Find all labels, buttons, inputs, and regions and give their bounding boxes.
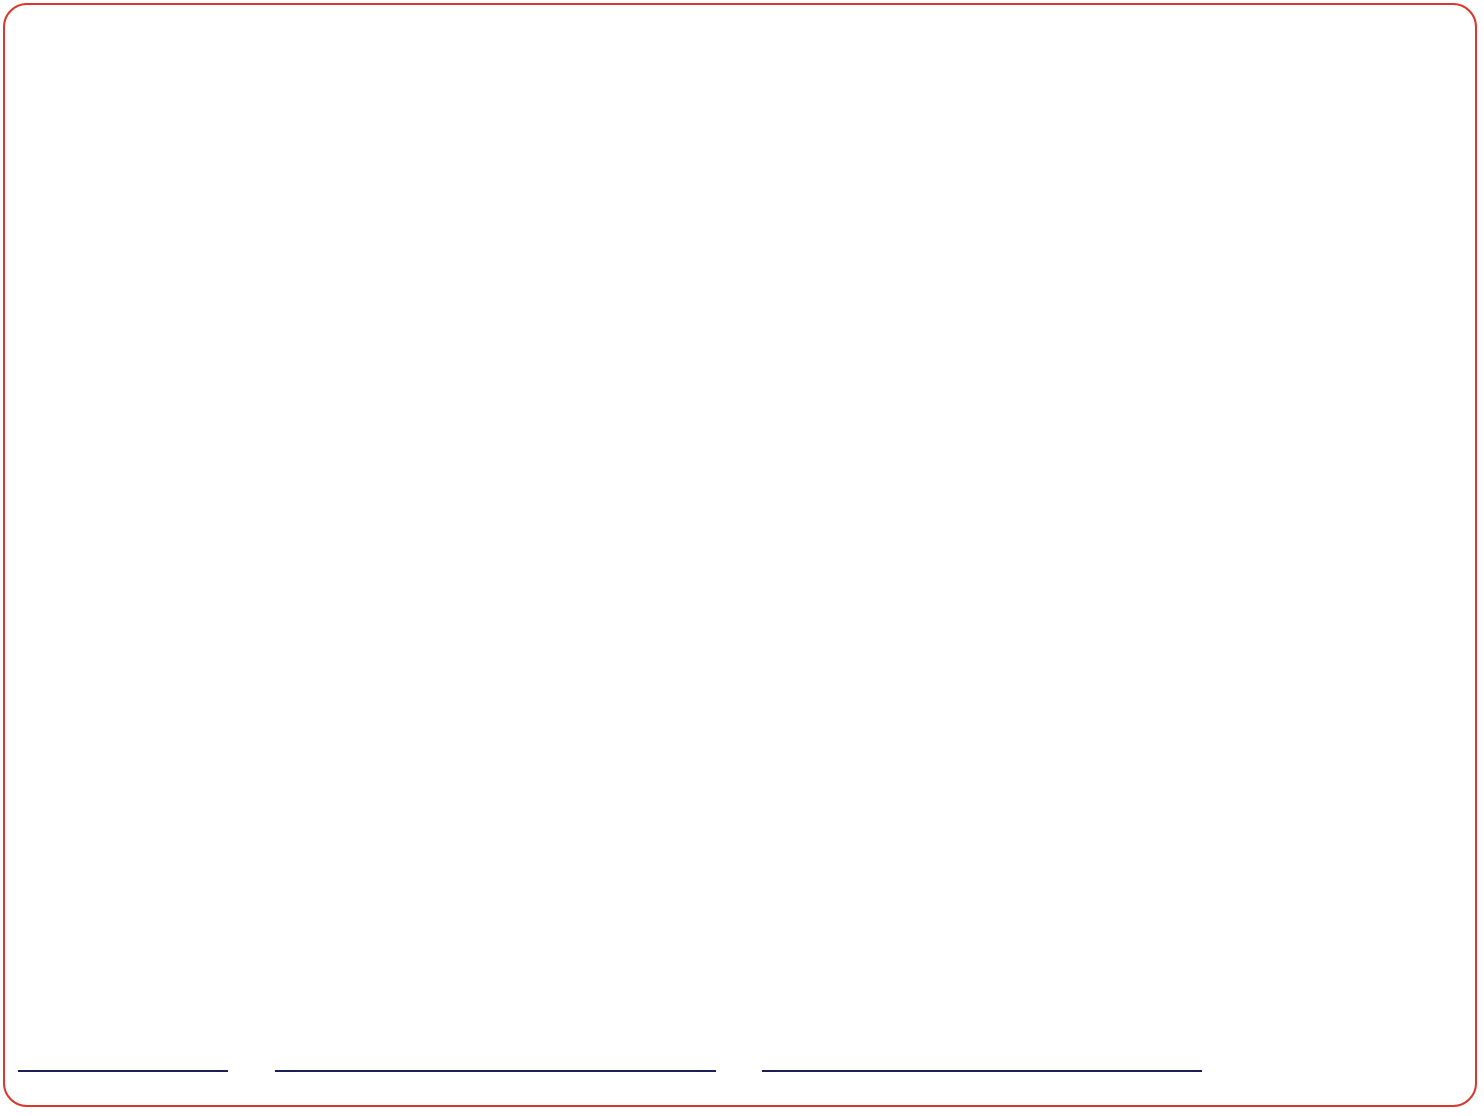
attested-line[interactable]	[762, 1070, 1202, 1072]
signed-line[interactable]	[275, 1070, 716, 1072]
date-line[interactable]	[18, 1070, 228, 1072]
initial-column-label	[763, 92, 793, 264]
